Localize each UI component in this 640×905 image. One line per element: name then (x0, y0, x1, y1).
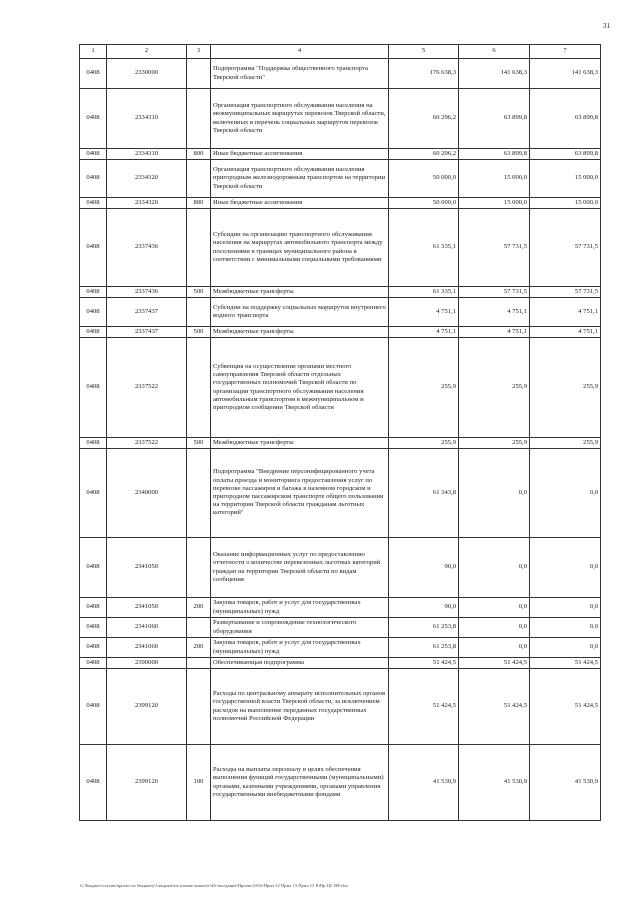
expense-type-code (187, 160, 211, 198)
table-row (80, 59, 601, 89)
article-code: 2337437 (107, 327, 187, 338)
item-name: Подпрограмма "Внедрение персонифицированного учета оплаты проезда и мониторинга предоставления услуг по перевозке пассажиров и багажа в наземном городском и пригородном пассажирском транспорте общего пользования на территории Тверской области гражданам льготных категорий" (211, 449, 389, 538)
article-code: 2341060 (107, 618, 187, 638)
amount-col6: 51 424,5 (459, 669, 530, 745)
amount-col5: 50 000,0 (389, 198, 459, 209)
section-code: 0408 (80, 618, 107, 638)
column-header-3: 3 (187, 45, 211, 59)
item-name: Закупка товаров, работ и услуг для государственных (муниципальных) нужд (211, 598, 389, 618)
amount-col5: 51 424,5 (389, 669, 459, 745)
column-header-7: 7 (530, 45, 601, 59)
amount-col6: 4 751,1 (459, 298, 530, 327)
amount-col6: 57 731,5 (459, 209, 530, 287)
amount-col7: 51 424,5 (530, 658, 601, 669)
item-name: Закупка товаров, работ и услуг для государственных (муниципальных) нужд (211, 638, 389, 658)
amount-col7: 57 731,5 (530, 287, 601, 298)
amount-col7: 0,0 (530, 638, 601, 658)
amount-col5: 61 335,1 (389, 209, 459, 287)
amount-col7: 63 899,8 (530, 149, 601, 160)
amount-col6: 0,0 (459, 598, 530, 618)
header-row (80, 45, 601, 59)
amount-col6: 0,0 (459, 538, 530, 598)
table-row (80, 538, 601, 598)
amount-col5: 176 638,3 (389, 59, 459, 89)
section-code: 0408 (80, 745, 107, 821)
article-code: 2337522 (107, 438, 187, 449)
article-code: 2341050 (107, 538, 187, 598)
item-name: Оказание информационных услуг по предоставлению отчетности о количестве перевезенных льготных категорий граждан на территории Тверской области по видам сообщения (211, 538, 389, 598)
amount-col7: 57 731,5 (530, 209, 601, 287)
item-name: Иные бюджетные ассигнования (211, 198, 389, 209)
amount-col7: 15 000,0 (530, 160, 601, 198)
expense-type-code (187, 538, 211, 598)
article-code: 2337436 (107, 287, 187, 298)
amount-col6: 255,9 (459, 438, 530, 449)
amount-col5: 60 296,2 (389, 89, 459, 149)
section-code: 0408 (80, 89, 107, 149)
article-code: 2330000 (107, 59, 187, 89)
section-code: 0408 (80, 298, 107, 327)
article-code: 2337436 (107, 209, 187, 287)
table-row (80, 149, 601, 160)
amount-col7: 63 899,8 (530, 89, 601, 149)
section-code: 0408 (80, 209, 107, 287)
article-code: 2337522 (107, 338, 187, 438)
item-name: Организация транспортного обслуживания населения на межмуниципальных маршрутах перевозок Тверской области, включенных в перечень социальных маршрутов перевозок Тверской области (211, 89, 389, 149)
amount-col5: 255,9 (389, 438, 459, 449)
section-code: 0408 (80, 198, 107, 209)
page-number: 31 (603, 22, 610, 30)
expense-type-code (187, 209, 211, 287)
expense-type-code (187, 298, 211, 327)
expense-type-code: 800 (187, 198, 211, 209)
section-code: 0408 (80, 287, 107, 298)
amount-col6: 255,9 (459, 338, 530, 438)
article-code: 2334320 (107, 198, 187, 209)
amount-col7: 0,0 (530, 449, 601, 538)
amount-col7: 41 530,9 (530, 745, 601, 821)
expense-type-code (187, 669, 211, 745)
table-row (80, 327, 601, 338)
section-code: 0408 (80, 160, 107, 198)
item-name: Расходы по центральному аппарату исполнительных органов государственной власти Тверской области, за исключением расходов на выполнение переданных государственных полномочий Российской Федерации (211, 669, 389, 745)
amount-col5: 41 530,9 (389, 745, 459, 821)
item-name: Субсидии на поддержку социальных маршрутов внутреннего водного транспорта (211, 298, 389, 327)
amount-col7: 255,9 (530, 438, 601, 449)
article-code: 2341060 (107, 638, 187, 658)
amount-col5: 61 253,8 (389, 618, 459, 638)
section-code: 0408 (80, 149, 107, 160)
item-name: Обеспечивающая подпрограмма (211, 658, 389, 669)
table-row (80, 598, 601, 618)
section-code: 0408 (80, 598, 107, 618)
amount-col6: 57 731,5 (459, 287, 530, 298)
expense-type-code: 200 (187, 638, 211, 658)
table-body (80, 59, 601, 821)
article-code: 2399120 (107, 745, 187, 821)
amount-col5: 255,9 (389, 338, 459, 438)
amount-col7: 51 424,5 (530, 669, 601, 745)
article-code: 2334310 (107, 89, 187, 149)
column-header-4: 4 (211, 45, 389, 59)
expense-type-code: 100 (187, 745, 211, 821)
amount-col7: 141 638,3 (530, 59, 601, 89)
article-code: 2399120 (107, 669, 187, 745)
amount-col7: 15 000,0 (530, 198, 601, 209)
item-name: Иные бюджетные ассигнования (211, 149, 389, 160)
section-code: 0408 (80, 59, 107, 89)
table-row (80, 745, 601, 821)
amount-col7: 255,9 (530, 338, 601, 438)
amount-col5: 4 751,1 (389, 298, 459, 327)
amount-col6: 141 638,3 (459, 59, 530, 89)
amount-col5: 90,0 (389, 538, 459, 598)
column-header-2: 2 (107, 45, 187, 59)
budget-table (79, 44, 601, 821)
amount-col7: 4 751,1 (530, 298, 601, 327)
section-code: 0408 (80, 327, 107, 338)
item-name: Субвенция на осуществление органами местного самоуправления Тверской области отдельных государственных полномочий Тверской области по организации транспортного обслуживания населения автомобильным транспортом в межмуниципальном и пригородном сообщении Тверской области (211, 338, 389, 438)
table-row (80, 160, 601, 198)
table-row (80, 287, 601, 298)
amount-col5: 61 335,1 (389, 287, 459, 298)
section-code: 0408 (80, 538, 107, 598)
amount-col5: 61 343,8 (389, 449, 459, 538)
expense-type-code (187, 338, 211, 438)
expense-type-code (187, 618, 211, 638)
section-code: 0408 (80, 658, 107, 669)
item-name: Межбюджетные трансферты (211, 327, 389, 338)
expense-type-code: 200 (187, 598, 211, 618)
article-code: 2334310 (107, 149, 187, 160)
table-row (80, 618, 601, 638)
amount-col6: 41 530,9 (459, 745, 530, 821)
table-row (80, 638, 601, 658)
item-name: Расходы на выплаты персоналу в целях обеспечения выполнения функций государственными (муниципальными) органами, казенными учреждениями, органами управления государственными внебюджетными фондами (211, 745, 389, 821)
table-row (80, 658, 601, 669)
amount-col6: 0,0 (459, 449, 530, 538)
amount-col6: 63 899,8 (459, 89, 530, 149)
expense-type-code: 500 (187, 287, 211, 298)
amount-col5: 51 424,5 (389, 658, 459, 669)
expense-type-code: 500 (187, 327, 211, 338)
amount-col6: 51 424,5 (459, 658, 530, 669)
column-header-5: 5 (389, 45, 459, 59)
amount-col5: 60 296,2 (389, 149, 459, 160)
table-row (80, 298, 601, 327)
amount-col5: 50 000,0 (389, 160, 459, 198)
item-name: Организация транспортного обслуживания населения пригородным железнодорожным транспортом на территории Тверской области (211, 160, 389, 198)
section-code: 0408 (80, 638, 107, 658)
table-row (80, 89, 601, 149)
article-code: 2334320 (107, 160, 187, 198)
expense-type-code: 500 (187, 438, 211, 449)
amount-col6: 15 000,0 (459, 198, 530, 209)
table-row (80, 438, 601, 449)
amount-col5: 4 751,1 (389, 327, 459, 338)
article-code: 2341050 (107, 598, 187, 618)
amount-col6: 4 751,1 (459, 327, 530, 338)
amount-col7: 0,0 (530, 538, 601, 598)
amount-col6: 15 000,0 (459, 160, 530, 198)
expense-type-code (187, 449, 211, 538)
item-name: Развертывание и сопровождение технологического оборудования (211, 618, 389, 638)
amount-col5: 90,0 (389, 598, 459, 618)
section-code: 0408 (80, 449, 107, 538)
item-name: Межбюджетные трансферты (211, 287, 389, 298)
section-code: 0408 (80, 669, 107, 745)
section-code: 0408 (80, 438, 107, 449)
table-row (80, 449, 601, 538)
amount-col6: 63 899,8 (459, 149, 530, 160)
item-name: Межбюджетные трансферты (211, 438, 389, 449)
section-code: 0408 (80, 338, 107, 438)
expense-type-code (187, 59, 211, 89)
expense-type-code (187, 89, 211, 149)
article-code: 2337437 (107, 298, 187, 327)
item-name: Субсидии на организацию транспортного обслуживания населения на маршрутах автомобильного транспорта между поселениями в границах муниципального района в соответствии с минимальными социальными требованиями (211, 209, 389, 287)
amount-col7: 4 751,1 (530, 327, 601, 338)
table-row (80, 669, 601, 745)
article-code: 2340000 (107, 449, 187, 538)
amount-col5: 61 253,8 (389, 638, 459, 658)
file-path-footer: G:\Бюджет\сессия\проект по бюджету\Сводные\на чтение комитет\46-заседание\Проект\2016\Прил 12 Прил 13 Прил 12 РзПр ЦС ВР.xlsx (80, 883, 349, 888)
item-name: Подпрограмма "Поддержка общественного транспорта Тверской области" (211, 59, 389, 89)
expense-type-code (187, 658, 211, 669)
table-row (80, 338, 601, 438)
amount-col7: 0,0 (530, 618, 601, 638)
table-row (80, 209, 601, 287)
expense-type-code: 800 (187, 149, 211, 160)
table-row (80, 198, 601, 209)
amount-col7: 0,0 (530, 598, 601, 618)
amount-col6: 0,0 (459, 638, 530, 658)
column-header-1: 1 (80, 45, 107, 59)
column-header-6: 6 (459, 45, 530, 59)
article-code: 2390000 (107, 658, 187, 669)
amount-col6: 0,0 (459, 618, 530, 638)
